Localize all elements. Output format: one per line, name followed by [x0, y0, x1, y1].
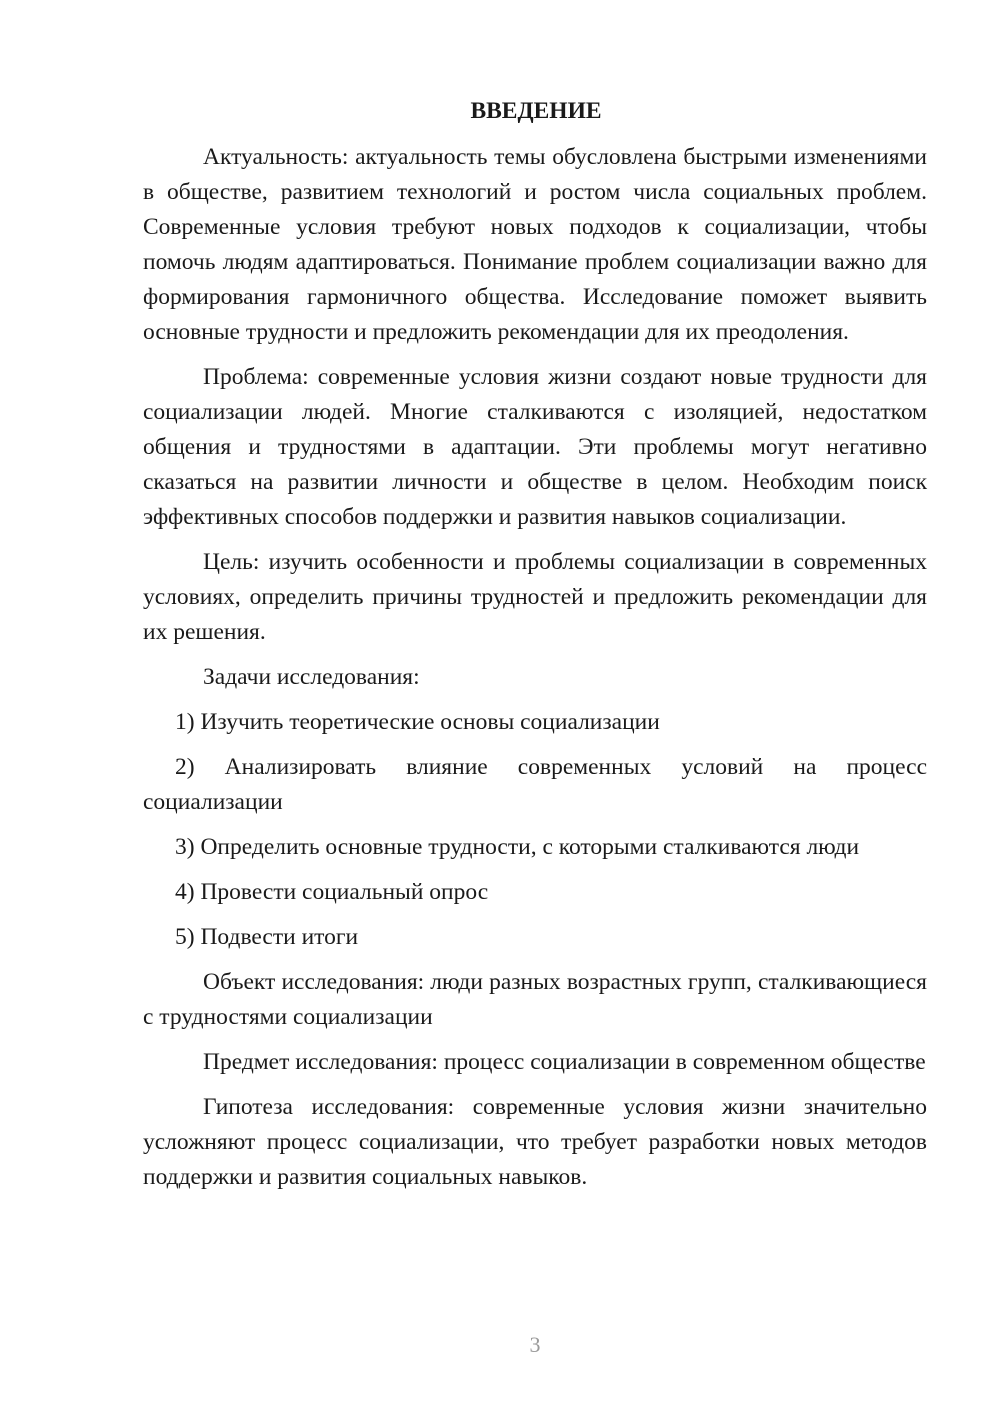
paragraph-hypothesis: Гипотеза исследования: современные условия жизни значительно усложняют процесс социализации, что требует разработки новых методов поддержки и развития социальных навыков. [143, 1094, 927, 1190]
paragraph-object: Объект исследования: люди разных возрастных групп, сталкивающиеся с трудностями социализации [143, 969, 927, 1030]
page-number: 3 [529, 1332, 541, 1357]
paragraph-problem: Проблема: современные условия жизни создают новые трудности для социализации людей. Многие сталкиваются с изоляцией, недостатком общения и трудностями в адаптации. Эти проблемы могут негативно сказаться на развитии личности и обществе в целом. Необходим поиск эффективных способов поддержки и развития навыков социализации. [143, 364, 927, 530]
paragraph-subject: Предмет исследования: процесс социализации в современном обществе [203, 1049, 926, 1075]
task-item-5: 5) Подвести итоги [175, 924, 359, 950]
paragraph-goal: Цель: изучить особенности и проблемы социализации в современных условиях, определить причины трудностей и предложить рекомендации для их решения. [143, 549, 927, 645]
paragraph-relevance: Актуальность: актуальность темы обусловлена быстрыми изменениями в обществе, развитием технологий и ростом числа социальных проблем. Современные условия требуют новых подходов к социализации, чтобы помочь людям адаптироваться. Понимание проблем социализации важно для формирования гармоничного общества. Исследование поможет выявить основные трудности и предложить рекомендации для их преодоления. [143, 144, 927, 345]
document-body [143, 92, 927, 1205]
task-item-2: 2) Анализировать влияние современных условий на процесс социализации [143, 754, 927, 815]
page-title: ВВЕДЕНИЕ [470, 98, 602, 124]
task-item-1: 1) Изучить теоретические основы социализации [175, 709, 660, 735]
tasks-list [143, 705, 927, 955]
task-item-4: 4) Провести социальный опрос [175, 879, 489, 905]
tasks-heading: Задачи исследования: [203, 664, 420, 690]
task-item-3: 3) Определить основные трудности, с которыми сталкиваются люди [175, 834, 860, 860]
